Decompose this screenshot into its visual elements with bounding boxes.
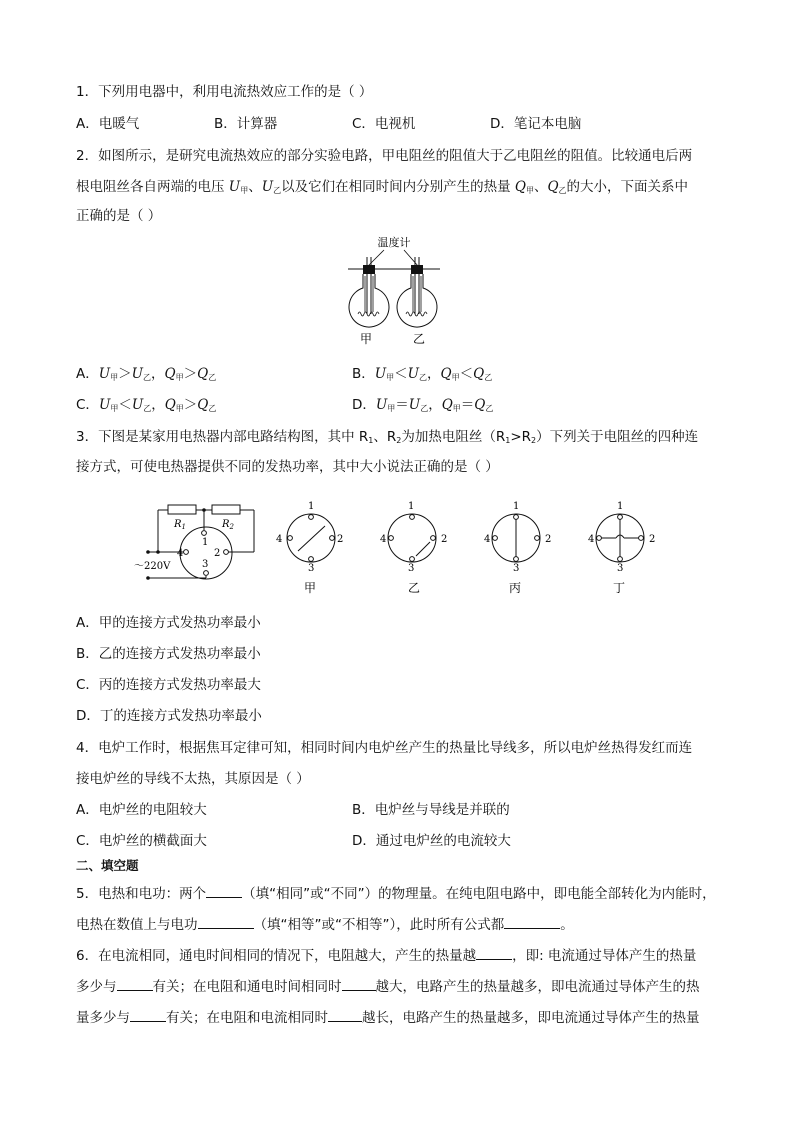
q5-line1: 5．电热和电功：两个 （填“相同”或“不同”）的物理量。在纯电阻电路中，即电能全部转化为内能时， (76, 883, 726, 904)
q6-blank-5[interactable] (328, 1007, 362, 1022)
flask-label-yi: 乙 (412, 332, 426, 346)
voltage-label: ～220V (134, 561, 171, 572)
section-heading-fill-in: 二、填空题 (76, 858, 139, 873)
q5-blank-2[interactable] (198, 914, 254, 929)
svg-text:2: 2 (649, 534, 656, 545)
q6-blank-1[interactable] (476, 945, 512, 960)
q2-option-c[interactable]: C．$U_甲<U_乙$，$Q_甲>Q_乙$ (76, 397, 217, 413)
thermometer-label: 温度计 (377, 236, 411, 249)
q3-option-d[interactable]: D．丁的连接方式发热功率最小 (76, 708, 262, 724)
q5-line2: 电热在数值上与电功 （填“相等”或“不相等”），此时所有公式都 。 (76, 914, 726, 935)
q4-stem-line1: 4．电炉工作时，根据焦耳定律可知，相同时间内电炉丝产生的热量比导线多，所以电炉丝热得发红而连 (76, 740, 693, 756)
svg-text:3: 3 (408, 563, 415, 574)
q3-circuit-figure (128, 498, 658, 600)
q1-option-c[interactable]: C．电视机 (352, 116, 416, 132)
q2-flask-figure (340, 232, 450, 347)
flask-label-jia: 甲 (359, 332, 373, 346)
q1-option-b[interactable]: B．计算器 (214, 116, 278, 132)
label-yi: 乙 (408, 581, 421, 595)
q3-option-c[interactable]: C．丙的连接方式发热功率最大 (76, 677, 261, 693)
q3-stem-line1: 3．下图是某家用电热器内部电路结构图，其中 $R_1$、$R_2$为加热电阻丝$(R_1>R_2)$下列关于电阻丝的四种连 (76, 429, 699, 445)
svg-text:2: 2 (545, 534, 552, 545)
svg-text:3: 3 (617, 563, 624, 574)
q2-option-a[interactable]: A．$U_甲>U_乙$，$Q_甲>Q_乙$ (76, 366, 217, 382)
q4-option-d[interactable]: D．通过电炉丝的电流较大 (352, 833, 511, 849)
svg-text:1: 1 (202, 537, 209, 548)
svg-text:2: 2 (337, 534, 344, 545)
svg-text:3: 3 (308, 563, 315, 574)
svg-text:1: 1 (617, 501, 624, 512)
q6-line2: 多少与 有关；在电阻和通电时间相同时 越大，电路产生的热量越多，即电流通过导体产生的热 (76, 976, 726, 997)
svg-text:3: 3 (513, 563, 520, 574)
q2-stem-line3: 正确的是（ ） (76, 208, 162, 224)
q2-stem-line2: 根电阻丝各自两端的电压 $U_甲$、$U_乙$以及它们在相同时间内分别产生的热量 $Q_甲$、$Q_乙$的大小，下面关系中 (76, 179, 689, 195)
q3-option-a[interactable]: A．甲的连接方式发热功率最小 (76, 615, 261, 631)
q6-line3: 量多少与 有关；在电阻和电流相同时 越长，电路产生的热量越多，即电流通过导体产生的热量 (76, 1007, 726, 1028)
q5-blank-1[interactable] (206, 883, 242, 898)
label-bing: 丙 (509, 581, 522, 595)
q4-option-c[interactable]: C．电炉丝的横截面大 (76, 833, 207, 849)
q6-line1: 6．在电流相同，通电时间相同的情况下，电阻越大，产生的热量越 ，即: 电流通过导体产生的热量 (76, 945, 726, 966)
q6-blank-3[interactable] (342, 976, 376, 991)
q3-option-b[interactable]: B．乙的连接方式发热功率最小 (76, 646, 261, 662)
q5-blank-3[interactable] (504, 914, 560, 929)
svg-text:2: 2 (214, 548, 221, 559)
q4-option-a[interactable]: A．电炉丝的电阻较大 (76, 802, 207, 818)
q1-option-d[interactable]: D．笔记本电脑 (490, 116, 582, 132)
svg-text:3: 3 (202, 559, 209, 570)
svg-text:1: 1 (408, 501, 415, 512)
svg-text:4: 4 (588, 534, 595, 545)
q6-blank-4[interactable] (130, 1007, 166, 1022)
q3-stem-line2: 接方式，可使电热器提供不同的发热功率，其中大小说法正确的是（ ） (76, 459, 499, 475)
connection-jia (276, 501, 343, 595)
label-jia: 甲 (304, 581, 317, 595)
label-ding: 丁 (613, 581, 626, 595)
svg-text:4: 4 (177, 548, 184, 559)
connection-bing (484, 501, 551, 595)
connection-yi (380, 501, 447, 595)
heater-circuit (134, 505, 254, 580)
q1-option-a[interactable]: A．电暖气 (76, 116, 140, 132)
q2-stem-line1: 2．如图所示，是研究电流热效应的部分实验电路，甲电阻丝的阻值大于乙电阻丝的阻值。比较通电后两 (76, 148, 693, 164)
svg-text:4: 4 (276, 534, 283, 545)
svg-text:1: 1 (513, 501, 520, 512)
q6-blank-2[interactable] (117, 976, 153, 991)
r1-label: $R_1$ (174, 519, 186, 531)
r2-label: $R_2$ (222, 519, 234, 531)
svg-text:4: 4 (380, 534, 387, 545)
q1-stem: 1．下列用电器中，利用电流热效应工作的是（ ） (76, 84, 373, 100)
q4-option-b[interactable]: B．电炉丝与导线是并联的 (352, 802, 510, 818)
flask-jia (349, 257, 389, 327)
q2-option-d[interactable]: D．$U_甲=U_乙$，$Q_甲=Q_乙$ (352, 397, 494, 413)
q4-stem-line2: 接电炉丝的导线不太热，其原因是（ ） (76, 771, 310, 787)
svg-text:2: 2 (441, 534, 448, 545)
svg-text:4: 4 (484, 534, 491, 545)
q2-option-b[interactable]: B．$U_甲<U_乙$，$Q_甲<Q_乙$ (352, 366, 493, 382)
connection-ding (588, 501, 655, 595)
flask-yi (397, 257, 437, 327)
svg-text:1: 1 (308, 501, 315, 512)
